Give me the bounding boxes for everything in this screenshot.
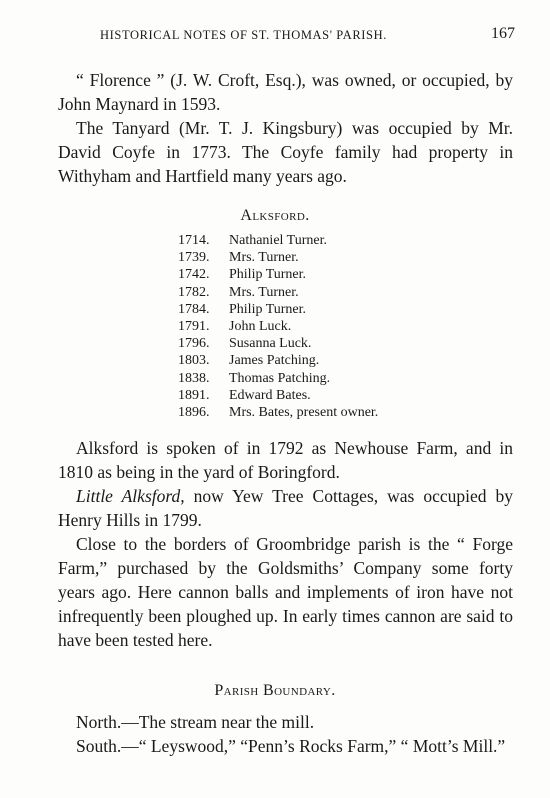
boundary-south: South.—“ Leyswood,” “Penn’s Rocks Farm,” “ Mott’s Mill.” (76, 736, 506, 756)
owner-name: Susanna Luck. (229, 336, 312, 352)
owner-year: 1891. (178, 387, 210, 403)
little-alksford-italic: Little Alksford, (76, 486, 185, 506)
owner-entry (178, 404, 378, 421)
owner-year: 1742. (178, 267, 210, 283)
owner-year: 1803. (178, 353, 210, 369)
owner-name: Mrs. Turner. (229, 250, 299, 266)
owner-entry (178, 387, 378, 404)
owner-name: Mrs. Turner. (229, 284, 299, 300)
owner-name: John Luck. (229, 319, 292, 335)
owner-year: 1784. (178, 301, 210, 317)
running-header (100, 25, 515, 43)
owner-year: 1796. (178, 336, 210, 352)
owner-year: 1714. (178, 233, 210, 248)
owner-year: 1791. (178, 319, 210, 335)
alksford-heading: Alksford. (240, 207, 310, 224)
owner-entry (178, 318, 378, 335)
parish-boundary-heading: Parish Boundary. (214, 682, 336, 699)
owner-entry (178, 301, 378, 318)
owner-year: 1896. (178, 405, 210, 421)
owner-entry (178, 232, 378, 249)
paragraph-florence: “ Florence ” (J. W. Croft, Esq.), was owned, or occupied, by John Maynard in 1593. (58, 70, 513, 114)
owner-year: 1838. (178, 370, 210, 386)
owner-name: Nathaniel Turner. (229, 233, 327, 248)
owner-entry (178, 352, 378, 369)
boundary-north: North.—The stream near the mill. (76, 712, 315, 732)
owner-entry (178, 370, 378, 387)
paragraph-forge-farm: Close to the borders of Groombridge parish is the “ Forge Farm,” purchased by the Goldsmiths’ Company some forty years ago. Here cannon balls and implements of iron have not infrequently been ploughed up. In early times cannon are said to have been tested here. (58, 534, 513, 650)
alksford-owner-list (178, 232, 378, 421)
owner-name: Philip Turner. (229, 301, 307, 317)
little-alksford-rest: now Yew Tree Cottages, was occupied by Henry Hills in 1799. (58, 486, 513, 530)
paragraph-alksford-history: Alksford is spoken of in 1792 as Newhouse Farm, and in 1810 as being in the yard of Boringford. (58, 438, 513, 482)
owner-entry (178, 249, 378, 266)
owner-name: Philip Turner. (229, 267, 307, 283)
owner-name: Thomas Patching. (229, 370, 331, 386)
paragraph-little-alksford (58, 484, 513, 532)
owner-name: Edward Bates. (229, 387, 311, 403)
owner-entry (178, 335, 378, 352)
owner-name: James Patching. (229, 353, 320, 369)
owner-year: 1782. (178, 284, 210, 300)
running-title: HISTORICAL NOTES OF ST. THOMAS' PARISH. (100, 28, 387, 42)
owner-year: 1739. (178, 250, 210, 266)
paragraph-tanyard: The Tanyard (Mr. T. J. Kingsbury) was occupied by Mr. David Coyfe in 1773. The Coyfe family had property in Withyham and Hartfield many years ago. (58, 118, 513, 186)
owner-entry (178, 266, 378, 283)
page-number: 167 (491, 25, 515, 42)
owner-entry (178, 284, 378, 301)
owner-name: Mrs. Bates, present owner. (229, 405, 379, 421)
